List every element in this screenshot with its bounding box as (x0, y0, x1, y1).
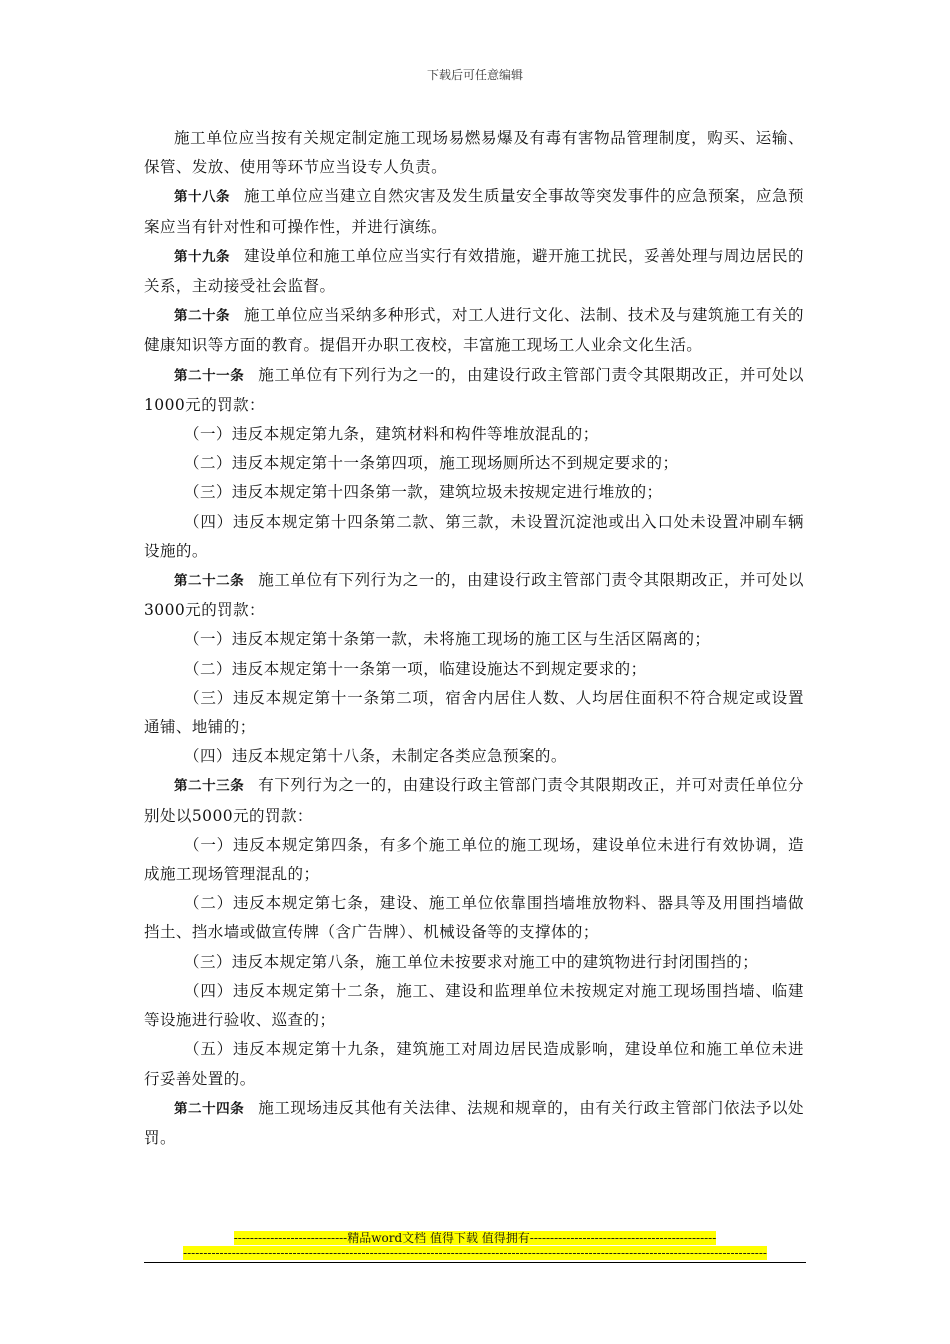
footer-banner-text-1: ----------------------------精品word文档 值得下载 值得拥有---------------------------------------------- (233, 1231, 717, 1245)
paragraph-text: （四）违反本规定第十八条，未制定各类应急预案的。 (184, 747, 567, 766)
article-paragraph (144, 361, 804, 420)
list-item (144, 684, 804, 742)
paragraph-text: 建设单位和施工单位应当实行有效措施，避开施工扰民，妥善处理与周边居民的关系，主动接受社会监督。 (144, 246, 804, 296)
article-paragraph (144, 242, 804, 301)
paragraph-text: 施工单位应当按有关规定制定施工现场易燃易爆及有毒有害物品管理制度，购买、运输、保管、发放、使用等环节应当设专人负责。 (144, 129, 804, 177)
list-item (144, 655, 804, 684)
paragraph-text: （二）违反本规定第七条，建设、施工单位依靠围挡墙堆放物料、器具等及用围挡墙做挡土、挡水墙或做宣传牌（含广告牌）、机械设备等的支撑体的； (144, 894, 804, 942)
paragraph-text: 施工单位有下列行为之一的，由建设行政主管部门责令其限期改正，并可处以3000元的罚款： (144, 571, 805, 620)
list-item (144, 508, 804, 566)
paragraph-text: （一）违反本规定第四条，有多个施工单位的施工现场，建设单位未进行有效协调，造成施工现场管理混乱的； (144, 835, 804, 884)
article-title: 第二十条 (174, 308, 231, 325)
article-title: 第二十二条 (174, 573, 245, 590)
paragraph-text: （二）违反本规定第十一条第四项，施工现场厕所达不到规定要求的； (184, 454, 679, 473)
article-paragraph (144, 566, 804, 625)
list-item (144, 1035, 804, 1093)
article-paragraph (144, 301, 804, 360)
page-header: 下载后可任意编辑 (426, 68, 523, 82)
paragraph-text: （三）违反本规定第八条，施工单位未按要求对施工中的建筑物进行封闭围挡的； (184, 952, 759, 971)
paragraph-text: （四）违反本规定第十二条，施工、建设和监理单位未按规定对施工现场围挡墙、临建等设施进行验收、巡查的； (144, 981, 804, 1030)
list-item (144, 625, 804, 654)
body-paragraph (144, 124, 804, 182)
paragraph-text: 施工单位应当采纳多种形式，对工人进行文化、法制、技术及与建筑施工有关的健康知识等方面的教育。提倡开办职工夜校，丰富施工现场工人业余文化生活。 (144, 306, 804, 355)
article-paragraph (144, 1094, 804, 1153)
list-item (144, 742, 804, 771)
paragraph-text: （四）违反本规定第十四条第二款、第三款，未设置沉淀池或出入口处未设置冲刷车辆设施的。 (144, 512, 804, 560)
list-item (144, 831, 804, 889)
article-title: 第二十四条 (174, 1100, 245, 1117)
article-paragraph (144, 182, 804, 241)
list-item (144, 420, 804, 449)
list-item (144, 948, 804, 977)
list-item (144, 889, 804, 947)
paragraph-text: 有下列行为之一的，由建设行政主管部门责令其限期改正，并可对责任单位分别处以5000元的罚款： (144, 776, 805, 825)
list-item (144, 449, 804, 478)
footer-banner-line-2 (144, 1246, 806, 1261)
paragraph-text: （三）违反本规定第十一条第二项，宿舍内居住人数、人均居住面积不符合规定或设置通铺、地铺的； (144, 688, 804, 737)
article-paragraph (144, 771, 804, 830)
list-item (144, 478, 804, 507)
paragraph-text: （三）违反本规定第十四条第一款，建筑垃圾未按规定进行堆放的； (184, 483, 663, 502)
paragraph-text: （一）违反本规定第九条，建筑材料和构件等堆放混乱的； (184, 425, 599, 444)
paragraph-text: 施工单位有下列行为之一的，由建设行政主管部门责令其限期改正，并可处以1000元的罚款： (144, 365, 805, 414)
paragraph-text: （五）违反本规定第十九条，建筑施工对周边居民造成影响，建设单位和施工单位未进行妥善处置的。 (144, 1040, 804, 1088)
document-body (144, 124, 804, 1153)
article-title: 第二十三条 (174, 778, 245, 795)
footer-banner-line-1 (144, 1231, 806, 1246)
footer-banner-text-2: ------------------------------------------------------------------------------------------------------------------------------------------------ (183, 1246, 767, 1260)
article-title: 第二十一条 (174, 367, 245, 384)
paragraph-text: （二）违反本规定第十一条第一项，临建设施达不到规定要求的； (184, 659, 647, 678)
list-item (144, 977, 804, 1035)
footer-rule (144, 1262, 806, 1263)
article-title: 第十八条 (174, 189, 231, 206)
paragraph-text: 施工单位应当建立自然灾害及发生质量安全事故等突发事件的应急预案，应急预案应当有针对性和可操作性，并进行演练。 (144, 187, 804, 236)
paragraph-text: 施工现场违反其他有关法律、法规和规章的，由有关行政主管部门依法予以处罚。 (144, 1098, 805, 1147)
paragraph-text: （一）违反本规定第十条第一款，未将施工现场的施工区与生活区隔离的； (184, 630, 711, 649)
article-title: 第十九条 (174, 248, 231, 265)
